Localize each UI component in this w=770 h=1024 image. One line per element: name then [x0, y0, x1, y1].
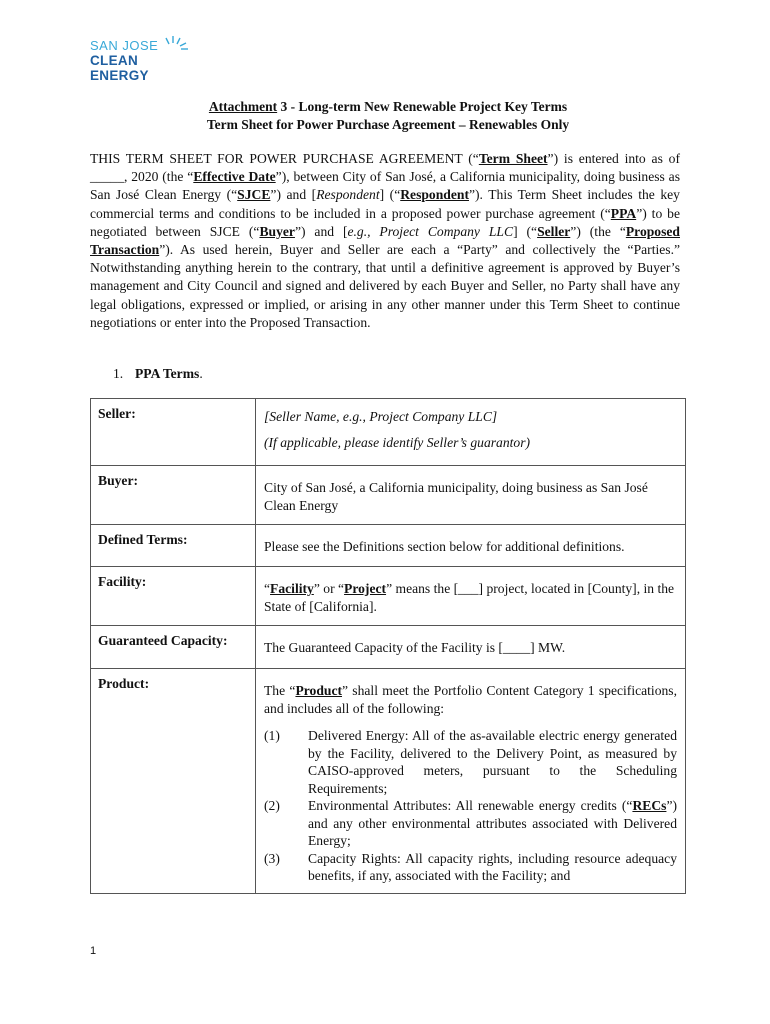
sjce-def: SJCE	[237, 187, 271, 203]
list-item: (3) Capacity Rights: All capacity rights, including resource adequacy benefits, if any, associated with the Facility; and	[264, 850, 677, 883]
ppa-def: PPA	[610, 205, 637, 221]
proposed-transaction-def: Proposed Transaction	[90, 223, 680, 258]
product-intro: The “Product” shall meet the Portfolio Content Category 1 specifications, and includes all of the following:	[264, 683, 677, 716]
ppa-terms-table	[90, 398, 686, 894]
product-value-cell	[256, 669, 686, 894]
seller-def: Seller	[537, 223, 571, 239]
guaranteed-capacity-value: The Guaranteed Capacity of the Facility is [____] MW.	[256, 626, 686, 669]
title-line-1: 3 - Long-term New Renewable Project Key Terms	[277, 99, 568, 114]
logo-line-1: SAN JOSE	[90, 38, 159, 53]
table-row	[91, 399, 686, 466]
seller-label: Seller:	[91, 399, 256, 466]
page-number: 1	[90, 945, 97, 957]
effective-date-def: Effective Date	[193, 169, 276, 185]
table-row	[91, 466, 686, 525]
facility-label: Facility:	[91, 567, 256, 626]
table-row	[91, 567, 686, 626]
document-title	[90, 98, 686, 134]
table-row	[91, 626, 686, 669]
guaranteed-capacity-label: Guaranteed Capacity:	[91, 626, 256, 669]
seller-note: (If applicable, please identify Seller’s guarantor)	[264, 434, 531, 450]
term-sheet-def: Term Sheet	[478, 151, 548, 166]
list-item: (1) Delivered Energy: All of the as-available electric energy generated by the Facility, delivered to the Delivery Point, as measured by CAISO-approved meters, pursuant to the Scheduling Requirements;	[264, 728, 677, 796]
list-item: (2) Environmental Attributes: All renewable energy credits (“RECs”) and any other environmental attributes associated with Delivered Energy;	[264, 798, 677, 848]
table-row	[91, 669, 686, 894]
title-line-2: Term Sheet for Power Purchase Agreement – Renewables Only	[206, 117, 570, 132]
seller-value-cell	[256, 399, 686, 466]
defined-terms-value: Please see the Definitions section below for additional definitions.	[256, 525, 686, 567]
respondent-def: Respondent	[400, 187, 469, 203]
logo-line-2: CLEAN ENERGY	[90, 53, 149, 83]
seller-value: [Seller Name, e.g., Project Company LLC]	[264, 409, 498, 424]
buyer-def: Buyer	[259, 223, 295, 239]
attachment-label: Attachment	[208, 99, 278, 114]
buyer-label: Buyer:	[91, 466, 256, 525]
section-number: 1.	[113, 366, 124, 381]
table-row	[91, 525, 686, 567]
section-title: PPA Terms	[135, 366, 200, 381]
product-label: Product:	[91, 669, 256, 894]
facility-value: “Facility” or “Project” means the [___] project, located in [County], in the State of [California].	[256, 567, 686, 626]
sjce-logo	[90, 38, 200, 83]
section-heading: 1. PPA Terms.	[113, 366, 203, 381]
defined-terms-label: Defined Terms:	[91, 525, 256, 567]
buyer-value: City of San José, a California municipality, doing business as San José Clean Energy	[256, 466, 686, 525]
product-list	[264, 727, 677, 885]
sun-rays-icon	[160, 35, 192, 53]
intro-paragraph: THIS TERM SHEET FOR POWER PURCHASE AGREEMENT (“Term Sheet”) is entered into as of _____, 2020 (the “Effective Date”), between City of San José, a California municipality, doing business as San José Clean Energy (“SJCE”) and [Respondent] (“Respondent”). This Term Sheet includes the key commercial terms and conditions to be included in a proposed power purchase agreement (“PPA”) to be negotiated between SJCE (“Buyer”) and [e.g., Project Company LLC] (“Seller”) (the “Proposed Transaction”). As used herein, Buyer and Seller are each a “Party” and collectively the “Parties.” Notwithstanding anything herein to the contrary, that until a definitive agreement is approved by Buyer’s management and City Council and signed and delivered by each Buyer and Seller, no Party shall have any legal obligations, expressed or implied, or arising in any other manner under this Term Sheet to continue negotiations or enter into the Proposed Transaction.	[90, 151, 681, 330]
